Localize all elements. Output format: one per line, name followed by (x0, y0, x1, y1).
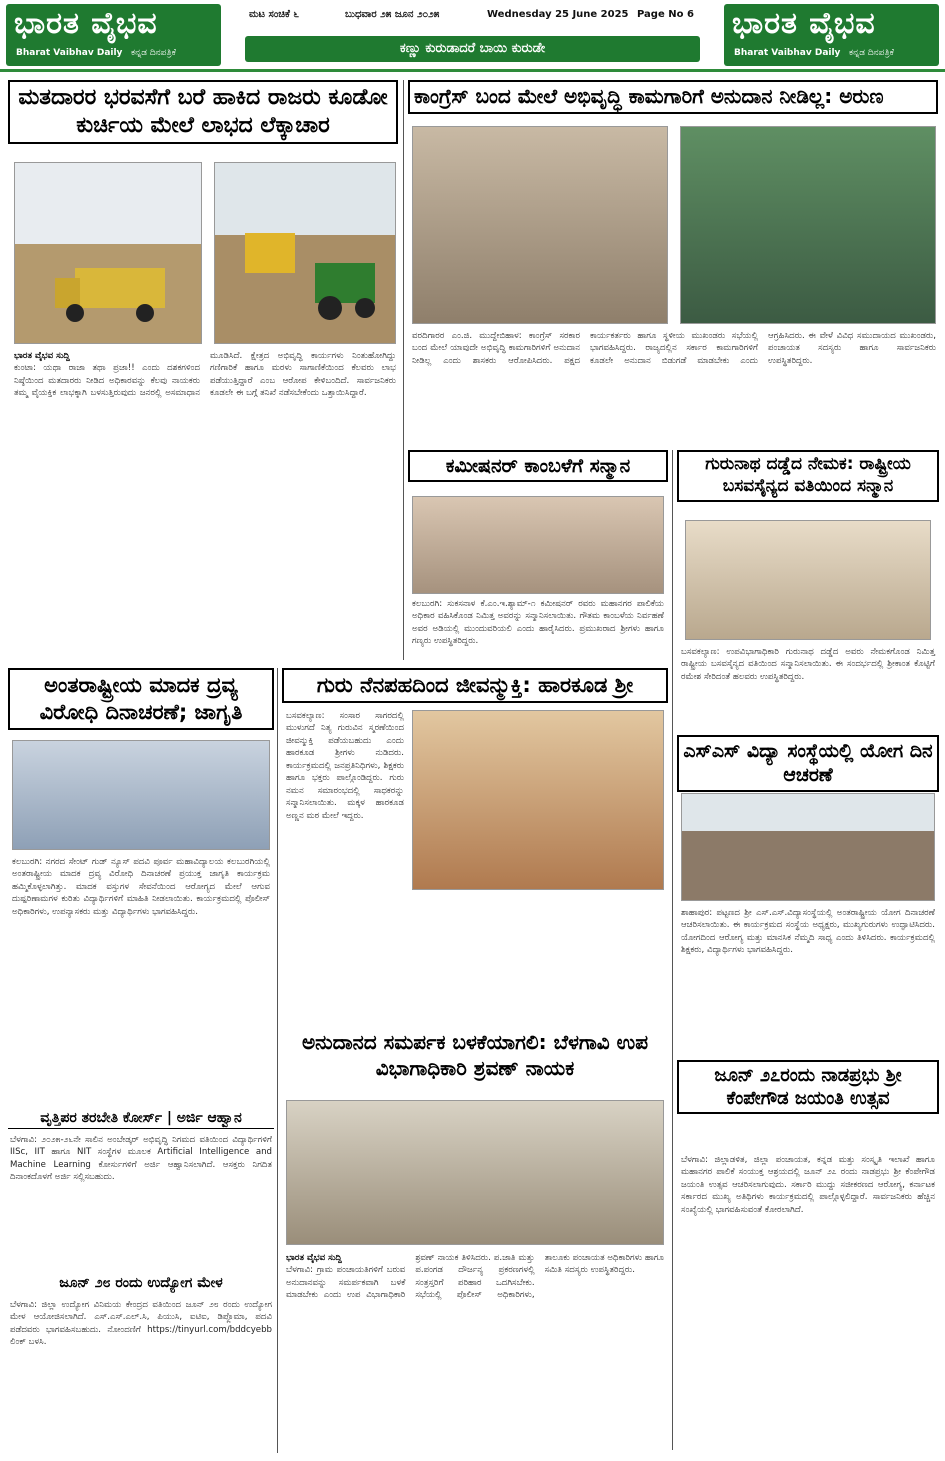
mining-photo-1 (14, 162, 202, 344)
logo-text: ಭಾರತ ವೈಭವ (732, 6, 876, 41)
article-body: ಕಲಬುರಗಿ: ನಗರದ ಸೇಂಟ್ ಗುಡ್ ನ್ಯೂಸ್ ಪದವಿ ಪೂರ್ವ ಮಹಾವಿದ್ಯಾಲಯ ಕಲಬುರಗಿಯಲ್ಲಿ ಅಂತರಾಷ್ಟ್ರೀಯ ಮಾದಕ ದ್ರವ್ಯ ವಿರೋಧಿ ದಿನಾಚರಣೆ ಪ್ರಯುಕ್ತ ಜಾಗೃತಿ ಕಾರ್ಯಕ್ರಮ ಹಮ್ಮಿಕೊಳ್ಳಲಾಗಿತ್ತು. ಮಾದಕ ವಸ್ತುಗಳ ಸೇವನೆಯಿಂದ ಆರೋಗ್ಯದ ಮೇಲೆ ಆಗುವ ದುಷ್ಪರಿಣಾಮಗಳ ಕುರಿತು ವಿದ್ಯಾರ್ಥಿಗಳಿಗೆ ಮಾಹಿತಿ ನೀಡಲಾಯಿತು. ಕಾರ್ಯಕ್ರಮದಲ್ಲಿ ಪೊಲೀಸ್ ಅಧಿಕಾರಿಗಳು, ಉಪನ್ಯಾಸಕರು ಮತ್ತು ವಿದ್ಯಾರ್ಥಿಗಳು ಭಾಗವಹಿಸಿದ್ದರು. (12, 857, 270, 917)
logo-sub-kn: ಕನ್ನಡ ದಿನಪತ್ರಿಕೆ (131, 48, 177, 58)
article-gurunath (677, 450, 939, 730)
column-divider (672, 450, 673, 1450)
article-body (14, 350, 396, 655)
yoga-photo (681, 793, 935, 901)
article-body: ಬೆಳಗಾವಿ: ಜಿಲ್ಲಾಡಳಿತ, ಜಿಲ್ಲಾ ಪಂಚಾಯತ, ಕನ್ನಡ ಮತ್ತು ಸಂಸ್ಕೃತಿ ಇಲಾಖೆ ಹಾಗೂ ಮಹಾನಗರ ಪಾಲಿಕೆ ಸಂಯುಕ್ತ ಆಶ್ರಯದಲ್ಲಿ ಜೂನ್ ೨೭ ರಂದು ನಾಡಪ್ರಭು ಶ್ರೀ ಕೆಂಪೇಗೌಡ ಜಯಂತಿ ಉತ್ಸವ ಆಚರಿಸಲಾಗುವುದು. ಸರ್ಕಾರಿ ಮುದ್ದು ಸಜೀಕರಣದ ಆರೋಗ್ಯ, ಕರ್ನಾಟಕ ಸರ್ಕಾರದ ಮುಖ್ಯ ಅತಿಥಿಗಳು ಕಾರ್ಯಕ್ರಮದಲ್ಲಿ ಪಾಲ್ಗೊಳ್ಳಲಿದ್ದಾರೆ. ಸಾರ್ವಜನಿಕರು ಹೆಚ್ಚಿನ ಸಂಖ್ಯೆಯಲ್ಲಿ ಭಾಗವಹಿಸುವಂತೆ ಕೋರಲಾಗಿದೆ. (681, 1155, 935, 1215)
issue-info (245, 6, 700, 26)
article-body: ಬೆಳಗಾವಿ: ೨೦೨೫-೨೬ನೇ ಸಾಲಿನ ಅಂಬೇಡ್ಕರ್ ಅಭಿವೃದ್ಧಿ ನಿಗಮದ ವತಿಯಿಂದ ವಿದ್ಯಾರ್ಥಿಗಳಿಗೆ IISc, IIT ಹಾಗೂ NIT ಸಂಸ್ಥೆಗಳ ಮೂಲಕ Artificial Intelligence and Machine Learning ಕೋರ್ಸುಗಳಿಗೆ ಅರ್ಜಿ ಆಹ್ವಾನಿಸಲಾಗಿದೆ. ಆಸಕ್ತರು ನಿಗದಿತ ದಿನಾಂಕದೊಳಗೆ ಅರ್ಜಿ ಸಲ್ಲಿಸಬಹುದು. (10, 1135, 272, 1183)
article-vocational (8, 1110, 274, 1270)
article-drug-awareness (8, 668, 274, 1108)
article-congress (408, 80, 938, 445)
felicitation-photo (685, 520, 931, 640)
headline: ಗುರುನಾಥ ದಡ್ಡೆದ ನೇಮಕ: ರಾಷ್ಟ್ರೀಯ ಬಸವಸೈನ್ಯದ ವತಿಯಿಂದ ಸನ್ಮಾನ (677, 450, 939, 502)
article-body: ಬೆಳಗಾವಿ: ಜಿಲ್ಲಾ ಉದ್ಯೋಗ ವಿನಿಮಯ ಕೇಂದ್ರದ ವತಿಯಿಂದ ಜೂನ್ ೨೮ ರಂದು ಉದ್ಯೋಗ ಮೇಳ ಆಯೋಜಿಸಲಾಗಿದೆ. ಎಸ್.ಎಸ್.ಎಲ್.ಸಿ, ಪಿಯುಸಿ, ಐಟಿಐ, ಡಿಪ್ಲೊಮಾ, ಪದವಿ ಪಡೆದವರು ಭಾಗವಹಿಸಬಹುದು. ನೋಂದಣಿಗೆ https://tinyurl.com/bddcyebb ಲಿಂಕ್ ಬಳಸಿ. (10, 1300, 272, 1348)
issue-number: ಮಟ ಸಂಚಿಕೆ ೬ (249, 9, 299, 20)
logo-text: ಭಾರತ ವೈಭವ (14, 6, 158, 41)
column-divider (403, 80, 404, 660)
headline: ವೃತ್ತಿಪರ ತರಬೇತಿ ಕೋರ್ಸ್ | ಅರ್ಜಿ ಆಹ್ವಾನ (8, 1110, 274, 1129)
meeting-photo (286, 1100, 664, 1245)
column-divider (277, 668, 278, 1453)
logo-sub-kn: ಕನ್ನಡ ದಿನಪತ್ರಿಕೆ (849, 48, 895, 58)
logo-sub-en: Bharat Vaibhav Daily (16, 48, 123, 58)
article-kempegowda (677, 1060, 939, 1455)
excavator-illustration (215, 163, 396, 344)
page-number: Page No 6 (637, 9, 694, 20)
felicitation-photo (412, 496, 664, 594)
article-grant-usage (282, 1030, 668, 1455)
article-job-fair (8, 1275, 274, 1455)
body-text: ಬೆಳಗಾವಿ: ಗ್ರಾಮ ಪಂಚಾಯತಿಗಳಿಗೆ ಬರುವ ಅನುದಾನವನ್ನು ಸಮರ್ಪಕವಾಗಿ ಬಳಕೆ ಮಾಡಬೇಕು ಎಂದು ಉಪ ವಿಭಾಗಾಧಿಕಾರಿ ಶ್ರವಣ್ ನಾಯಕ ತಿಳಿಸಿದರು. ಪ.ಜಾತಿ ಮತ್ತು ಪ.ಪಂಗಡ ದೌರ್ಜನ್ಯ ಪ್ರಕರಣಗಳಲ್ಲಿ ಸಂತ್ರಸ್ತರಿಗೆ ಪರಿಹಾರ ಒದಗಿಸಬೇಕು. ಸಭೆಯಲ್ಲಿ ಪೊಲೀಸ್ ಅಧಿಕಾರಿಗಳು, ತಾಲೂಕು ಪಂಚಾಯತ ಅಧಿಕಾರಿಗಳು ಹಾಗೂ ಸಮಿತಿ ಸದಸ್ಯರು ಉಪಸ್ಥಿತರಿದ್ದರು. (286, 1253, 664, 1301)
truck-illustration (15, 163, 202, 344)
article-body (286, 1252, 664, 1452)
article-harakuda (282, 668, 668, 1013)
masthead (0, 0, 945, 72)
headline: ಜೂನ್ ೨೮ ರಂದು ಉದ್ಯೋಗ ಮೇಳ (59, 1275, 223, 1291)
article-kurchi (8, 80, 398, 660)
headline: ಕಾಂಗ್ರೆಸ್ ಬಂದ ಮೇಲೆ ಅಭಿವೃದ್ಧಿ ಕಾಮಗಾರಿಗೆ ಅನುದಾನ ನೀಡಿಲ್ಲ: ಅರುಣ (408, 80, 938, 114)
article-body: ಬಸವಕಲ್ಯಾಣ: ಸಂಸಾರ ಸಾಗರದಲ್ಲಿ ಮುಳುಗದೆ ನಿತ್ಯ ಗುರುವಿನ ಸ್ಮರಣೆಯಿಂದ ಜೀವನ್ಮುಕ್ತಿ ಪಡೆಯಬಹುದು ಎಂದು ಹಾರಕೂಡ ಶ್ರೀಗಳು ನುಡಿದರು. ಕಾರ್ಯಕ್ರಮದಲ್ಲಿ ಜನಪ್ರತಿನಿಧಿಗಳು, ಶಿಕ್ಷಕರು ಹಾಗೂ ಭಕ್ತರು ಪಾಲ್ಗೊಂಡಿದ್ದರು. ಗುರು ನಮನ ಸಮಾರಂಭದಲ್ಲಿ ಸಾಧಕರನ್ನು ಸನ್ಮಾನಿಸಲಾಯಿತು. ಮಕ್ಕಳ ಹಾರಕೂಡ ಅಣ್ಣನ ಮಠ ಮೇಲೆ ಇದ್ದರು. (286, 711, 404, 821)
ceremony-photo (412, 710, 664, 890)
article-commissioner (408, 450, 668, 660)
headline: ಎಸ್ಎಸ್ ವಿದ್ಯಾ ಸಂಸ್ಥೆಯಲ್ಲಿ ಯೋಗ ದಿನ ಆಚರಣೆ (677, 735, 939, 792)
headline: ಜೂನ್ ೨೭ರಂದು ನಾಡಪ್ರಭು ಶ್ರೀ ಕೆಂಪೇಗೌಡ ಜಯಂತಿ ಉತ್ಸವ (677, 1060, 939, 1114)
article-body: ಕಲಬುರಗಿ: ಸುಕಸನಾಳ ಕೆ.ಎಂ.ಇ.ಶ್ಯಾಮ್-೧ ಕಮೀಷನರ್ ರವರು ಮಹಾನಗರ ಪಾಲಿಕೆಯ ಅಧಿಕಾರ ವಹಿಸಿಕೊಂಡ ನಿಮಿತ್ತ ಅವರನ್ನು ಸನ್ಮಾನಿಸಲಾಯಿತು. ಗೌತಮ ಕಾಂಬಳೆಯ ನಿರ್ವಹಣೆ ಅವರ ಅಡಿಯಲ್ಲಿ ಮುಂದುವರಿಯಲಿ ಎಂದು ಹಾರೈಸಿದರು. ಪ್ರಮುಖರಾದ ಶ್ರೀಗಳು ಹಾಗೂ ಗಣ್ಯರು ಉಪಸ್ಥಿತರಿದ್ದರು. (412, 599, 664, 647)
headline: ಕಮೀಷನರ್ ಕಾಂಬಳೆಗೆ ಸನ್ಮಾನ (408, 450, 668, 482)
tagline: ಕಣ್ಣು ಕುರುಡಾದರೆ ಬಾಯಿ ಕುರುಡೇ (245, 36, 700, 62)
article-yoga (677, 735, 939, 1050)
logo-right (724, 4, 939, 66)
logo-sub-en: Bharat Vaibhav Daily (734, 48, 841, 58)
dateline: ಭಾರತ ವೈಭವ ಸುದ್ದಿ (14, 351, 70, 361)
headline: ಅನುದಾನದ ಸಮರ್ಪಕ ಬಳಕೆಯಾಗಲಿ: ಬೆಳಗಾವಿ ಉಪ ವಿಭಾಗಾಧಿಕಾರಿ ಶ್ರವಣ್ ನಾಯಕ (301, 1030, 649, 1080)
headline: ಮತದಾರರ ಭರವಸೆಗೆ ಬರೆ ಹಾಕಿದ ರಾಜರು ಕೂಡೋ ಕುರ್ಚಿಯ ಮೇಲೆ ಲಾಭದ ಲೆಕ್ಕಾಚಾರ (8, 80, 398, 144)
mining-photo-2 (214, 162, 396, 344)
headline: ಗುರು ನೆನಪಹದಿಂದ ಜೀವನ್ಮುಕ್ತಿ: ಹಾರಕೂಡ ಶ್ರೀ (282, 668, 668, 703)
seminar-photo (12, 740, 270, 850)
body-text: ಕುಂಟಾ: ಯಥಾ ರಾಜಾ ತಥಾ ಪ್ರಜಾ!! ಎಂದು ದಶಕಗಳಿಂದ ನಿಷ್ಠೆಯಿಂದ ಮತದಾರರು ನೀಡಿದ ಅಧಿಕಾರವನ್ನು ಕೆಲವು ನಾಯಕರು ತಮ್ಮ ವೈಯಕ್ತಿಕ ಲಾಭಕ್ಕಾಗಿ ಬಳಸುತ್ತಿರುವುದು ಜನರಲ್ಲಿ ಅಸಮಾಧಾನ ಮೂಡಿಸಿದೆ. ಕ್ಷೇತ್ರದ ಅಭಿವೃದ್ಧಿ ಕಾರ್ಯಗಳು ನಿಂತುಹೋಗಿದ್ದು ಗಣಿಗಾರಿಕೆ ಹಾಗೂ ಮರಳು ಸಾಗಾಣಿಕೆಯಿಂದ ಕೆಲವರು ಲಾಭ ಪಡೆಯುತ್ತಿದ್ದಾರೆ ಎಂಬ ಆರೋಪ ಕೇಳಿಬಂದಿದೆ. ಸಾರ್ವಜನಿಕರು ಕೂಡಲೇ ಈ ಬಗ್ಗೆ ತನಿಖೆ ನಡೆಸಬೇಕೆಂದು ಒತ್ತಾಯಿಸಿದ್ದಾರೆ. (14, 351, 396, 399)
group-photo-hall (680, 126, 936, 324)
article-body: ಶಾಹಾಪುರ: ಪಟ್ಟಣದ ಶ್ರೀ ಎಸ್.ಎಸ್.ವಿದ್ಯಾಸಂಸ್ಥೆಯಲ್ಲಿ ಅಂತರಾಷ್ಟ್ರೀಯ ಯೋಗ ದಿನಾಚರಣೆ ಆಚರಿಸಲಾಯಿತು. ಈ ಕಾರ್ಯಕ್ರಮದ ಸಂಸ್ಥೆಯ ಅಧ್ಯಕ್ಷರು, ಮುಖ್ಯಗುರುಗಳು ಉದ್ಘಾಟಿಸಿದರು. ಯೋಗದಿಂದ ಆರೋಗ್ಯ ಮತ್ತು ಮಾನಸಿಕ ನೆಮ್ಮದಿ ಸಾಧ್ಯ ಎಂದು ತಿಳಿಸಿದರು. ಕಾರ್ಯಕ್ರಮದಲ್ಲಿ ಶಿಕ್ಷಕರು, ವಿದ್ಯಾರ್ಥಿಗಳು ಭಾಗವಹಿಸಿದ್ದರು. (681, 908, 935, 956)
issue-date-en: Wednesday 25 June 2025 (487, 9, 629, 20)
masthead-center (245, 6, 700, 66)
article-body: ವರದಿಗಾರರ ಎಂ.ಜಿ. ಮುದ್ದೇಬಿಹಾಳ: ಕಾಂಗ್ರೆಸ್ ಸರಕಾರ ಬಂದ ಮೇಲೆ ಯಾವುದೇ ಅಭಿವೃದ್ಧಿ ಕಾಮಗಾರಿಗಳಿಗೆ ಅನುದಾನ ನೀಡಿಲ್ಲ ಎಂದು ಶಾಸಕರು ಆರೋಪಿಸಿದರು. ಪಕ್ಷದ ಕಾರ್ಯಕರ್ತರು ಹಾಗೂ ಸ್ಥಳೀಯ ಮುಖಂಡರು ಸಭೆಯಲ್ಲಿ ಭಾಗವಹಿಸಿದ್ದರು. ರಾಜ್ಯದಲ್ಲಿನ ಸರ್ಕಾರ ಕಾಮಗಾರಿಗಳಿಗೆ ಕೂಡಲೇ ಅನುದಾನ ಬಿಡುಗಡೆ ಮಾಡಬೇಕು ಎಂದು ಆಗ್ರಹಿಸಿದರು. ಈ ವೇಳೆ ವಿವಿಧ ಸಮುದಾಯದ ಮುಖಂಡರು, ಪಂಚಾಯತ ಸದಸ್ಯರು ಹಾಗೂ ಸಾರ್ವಜನಿಕರು ಉಪಸ್ಥಿತರಿದ್ದರು. (412, 331, 936, 366)
group-photo-office (412, 126, 668, 324)
issue-date-kn: ಬುಧವಾರ ೨೫ ಜೂನ ೨೦೨೫ (345, 9, 440, 20)
article-body: ಬಸವಕಲ್ಯಾಣ: ಉಪವಿಭಾಗಾಧಿಕಾರಿ ಗುರುನಾಥ ದಡ್ಡೆದ ಅವರು ನೇಮಕಗೊಂಡ ನಿಮಿತ್ತ ರಾಷ್ಟ್ರೀಯ ಬಸವಸೈನ್ಯದ ವತಿಯಿಂದ ಸನ್ಮಾನಿಸಲಾಯಿತು. ಈ ಸಂದರ್ಭದಲ್ಲಿ ಶ್ರೀಕಾಂತ ಕೊಟ್ಟಿಗೆ ರಮೇಶ ಸೇರಿದಂತೆ ಹಲವರು ಉಪಸ್ಥಿತರಿದ್ದರು. (681, 647, 935, 682)
headline: ಅಂತರಾಷ್ಟ್ರೀಯ ಮಾದಕ ದ್ರವ್ಯ ವಿರೋಧಿ ದಿನಾಚರಣೆ; ಜಾಗೃತಿ (8, 668, 274, 730)
dateline: ಭಾರತ ವೈಭವ ಸುದ್ದಿ (286, 1253, 342, 1263)
logo-left (6, 4, 221, 66)
